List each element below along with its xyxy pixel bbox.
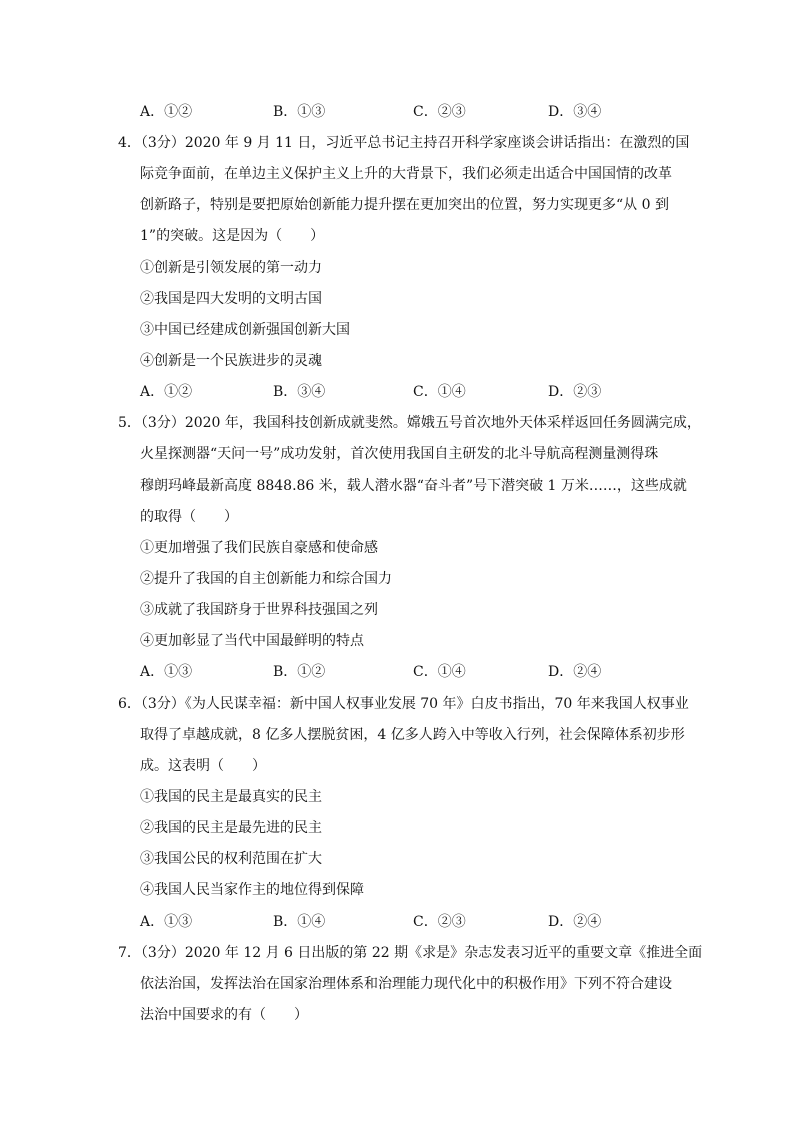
q4-option-a[interactable]: A．①② [140,384,193,400]
q5-option-b[interactable]: B．①② [273,664,326,680]
q6-option-c[interactable]: C．②③ [413,914,466,930]
q4-statement-1: ①创新是引领发展的第一动力 [140,260,322,276]
q5-option-a[interactable]: A．①③ [140,664,193,680]
q3-option-d[interactable]: D．③④ [548,104,602,120]
q6-option-d[interactable]: D．②④ [548,914,602,930]
q6-option-b[interactable]: B．①④ [273,914,326,930]
q6-statement-3: ③我国公民的权利范围在扩大 [140,851,322,867]
q6-option-a[interactable]: A．①③ [140,914,193,930]
q4-option-c[interactable]: C．①④ [413,384,466,400]
q5-stem-line-3: 穆朗玛峰最新高度 8848.86 米，载人潜水器“奋斗者”号下潜突破 1 万米……，这些成就 [140,478,687,494]
q7-stem-line-1: 7．（3分）2020 年 12 月 6 日出版的第 22 期《求是》杂志发表习近平的重要文章《推进全面 [118,945,703,961]
q6-stem-line-2: 取得了卓越成就，8 亿多人摆脱贫困，4 亿多人跨入中等收入行列，社会保障体系初步形 [140,727,685,743]
q5-option-c[interactable]: C．①④ [413,664,466,680]
q5-options [140,662,660,682]
q4-stem-line-2: 际竞争面前，在单边主义保护主义上升的大背景下，我们必须走出适合中国国情的改革 [140,166,672,182]
q4-statement-2: ②我国是四大发明的文明古国 [140,291,322,307]
q6-stem-line-3: 成。这表明（ ） [140,758,266,774]
q4-option-b[interactable]: B．③④ [273,384,326,400]
q3-option-a[interactable]: A．①② [140,104,193,120]
q6-statement-1: ①我国的民主是最真实的民主 [140,789,322,805]
q4-stem-line-3: 创新路子，特别是要把原始创新能力提升摆在更加突出的位置，努力实现更多“从 0 到 [140,197,669,213]
q5-statement-3: ③成就了我国跻身于世界科技强国之列 [140,602,378,618]
q4-stem-line-4: 1”的突破。这是因为（ ） [140,228,325,244]
q3-option-c[interactable]: C．②③ [413,104,466,120]
q6-stem-line-1: 6．（3分）《为人民谋幸福：新中国人权事业发展 70 年》白皮书指出，70 年来我国人权事业 [118,696,689,712]
q5-stem-line-2: 火星探测器“天问一号”成功发射，首次使用我国自主研发的北斗导航高程测量测得珠 [140,446,659,462]
q7-stem-line-2: 依法治国，发挥法治在国家治理体系和治理能力现代化中的积极作用》下列不符合建设 [140,976,672,992]
q6-options [140,912,660,932]
q3-options [140,102,660,122]
q4-statement-4: ④创新是一个民族进步的灵魂 [140,353,322,369]
q5-option-d[interactable]: D．②④ [548,664,602,680]
q5-stem-line-4: 的取得（ ） [140,509,238,525]
q6-statement-2: ②我国的民主是最先进的民主 [140,820,322,836]
q4-options [140,382,660,402]
q4-stem-line-1: 4．（3分）2020 年 9 月 11 日，习近平总书记主持召开科学家座谈会讲话指出：在激烈的国 [118,135,690,151]
q4-option-d[interactable]: D．②③ [548,384,602,400]
q5-stem-line-1: 5．（3分）2020 年，我国科技创新成就斐然。嫦娥五号首次地外天体采样返回任务圆满完成， [118,415,701,431]
q6-statement-4: ④我国人民当家作主的地位得到保障 [140,882,364,898]
q5-statement-1: ①更加增强了我们民族自豪感和使命感 [140,540,378,556]
q4-statement-3: ③中国已经建成创新强国创新大国 [140,322,350,338]
q3-option-b[interactable]: B．①③ [273,104,326,120]
q5-statement-4: ④更加彰显了当代中国最鲜明的特点 [140,633,364,649]
q7-stem-line-3: 法治中国要求的有（ ） [140,1007,308,1023]
q5-statement-2: ②提升了我国的自主创新能力和综合国力 [140,571,392,587]
